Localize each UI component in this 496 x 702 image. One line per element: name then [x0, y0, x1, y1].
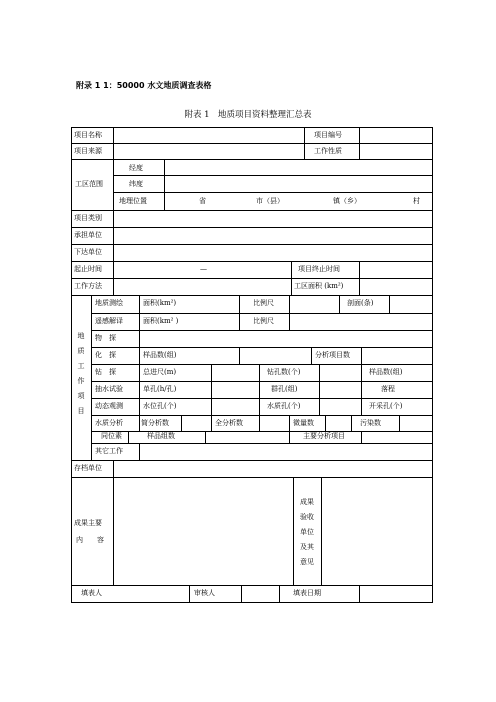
label-location: 地理位置: [119, 197, 147, 205]
label-isotope: 同位素: [101, 432, 122, 440]
label-town: 镇（乡）: [333, 197, 361, 205]
label-area-km2: 面积(km²): [143, 299, 177, 307]
label-geochemistry: 化 探: [95, 351, 116, 359]
label-main-results-content: 内 容: [76, 536, 104, 544]
time-separator: —: [200, 265, 207, 273]
geo-side-char: 质: [77, 347, 85, 355]
label-remote-sensing: 遥感解译: [95, 317, 123, 325]
label-province: 省: [199, 197, 206, 205]
label-dynamic-obs: 动态观测: [95, 402, 123, 410]
geo-side-char: 项: [77, 392, 85, 400]
label-pollutant-count: 污染数: [360, 419, 381, 427]
label-reviewer: 审核人: [194, 589, 215, 597]
acceptance-line: 单位: [300, 528, 314, 536]
label-exploit-hole: 开采孔(个): [369, 402, 403, 410]
acceptance-line: 成果: [300, 498, 314, 506]
label-undertaking-unit: 承担单位: [74, 231, 102, 239]
label-longitude: 经度: [129, 164, 143, 172]
acceptance-line: 意见: [300, 558, 314, 566]
label-scale-b: 比例尺: [253, 317, 274, 325]
label-area-range: 工区范围: [75, 180, 103, 188]
label-work-method: 工作方法: [74, 282, 102, 290]
label-filler: 填表人: [81, 589, 102, 597]
geo-side-char: 目: [77, 407, 85, 415]
label-latitude: 纬度: [129, 180, 143, 188]
label-project-no: 项目编号: [314, 131, 342, 139]
label-trace-count: 微量数: [293, 419, 314, 427]
acceptance-line: 验收: [300, 513, 314, 521]
label-samples-b: 样品数(组): [369, 368, 403, 376]
label-geo-mapping: 地质测绘: [95, 299, 123, 307]
geo-side-char: 地: [77, 332, 85, 340]
label-main-items: 主要分析项目: [303, 432, 345, 440]
label-project-source: 项目来源: [74, 147, 102, 155]
label-fill-date: 填表日期: [293, 589, 321, 597]
label-pumping-test: 抽水试验: [95, 385, 123, 393]
label-issuing-unit: 下达单位: [74, 248, 102, 256]
label-sample-groups: 样品组数: [147, 432, 175, 440]
label-drill-holes: 钻孔数(个): [267, 368, 301, 376]
table-caption: 附表 1 地质项目资料整理汇总表: [184, 110, 312, 120]
label-sections: 剖面(条): [347, 299, 374, 307]
label-main-results: 成果主要: [74, 519, 102, 527]
summary-table: [71, 127, 433, 603]
label-other-work: 其它工作: [95, 447, 123, 455]
label-drilling: 钻 探: [95, 368, 116, 376]
label-project-name: 项目名称: [74, 131, 102, 139]
label-project-category: 项目类别: [74, 214, 102, 222]
label-full-analysis: 全分析数: [215, 419, 243, 427]
label-city: 市（县）: [256, 197, 284, 205]
label-water-level-hole: 水位孔(个): [143, 402, 177, 410]
geo-side-char: 作: [77, 377, 85, 385]
label-project-end-time: 项目终止时间: [298, 265, 340, 273]
geo-side-label: [74, 329, 88, 419]
geo-side-char: 工: [77, 362, 85, 370]
label-acceptance: [297, 495, 317, 570]
label-village: 村: [413, 197, 420, 205]
label-lost-hole: 落程: [381, 385, 395, 393]
label-scale: 比例尺: [253, 299, 274, 307]
label-analysis-items: 分析项目数: [315, 351, 350, 359]
label-geophysics: 物 探: [95, 334, 116, 342]
label-area-km2-b: 面积(km² ): [143, 317, 179, 325]
label-simple-analysis: 简分析数: [141, 419, 169, 427]
label-work-area: 工区面积 (km²): [294, 282, 344, 290]
label-water-quality-hole: 水质孔(个): [267, 402, 301, 410]
label-total-footage: 总进尺(m): [143, 368, 177, 376]
label-work-nature: 工作性质: [314, 147, 342, 155]
label-group-hole: 群孔(组): [271, 385, 298, 393]
label-samples: 样品数(组): [143, 351, 177, 359]
appendix-heading: 附录 1 1：50000 水文地质调查表格: [76, 81, 212, 90]
label-water-analysis: 水质分析: [95, 419, 123, 427]
acceptance-line: 及其: [300, 543, 314, 551]
label-start-time: 起止时间: [74, 265, 102, 273]
label-archive-unit: 存档单位: [74, 464, 102, 472]
label-single-hole: 单孔(h/孔): [143, 385, 177, 393]
